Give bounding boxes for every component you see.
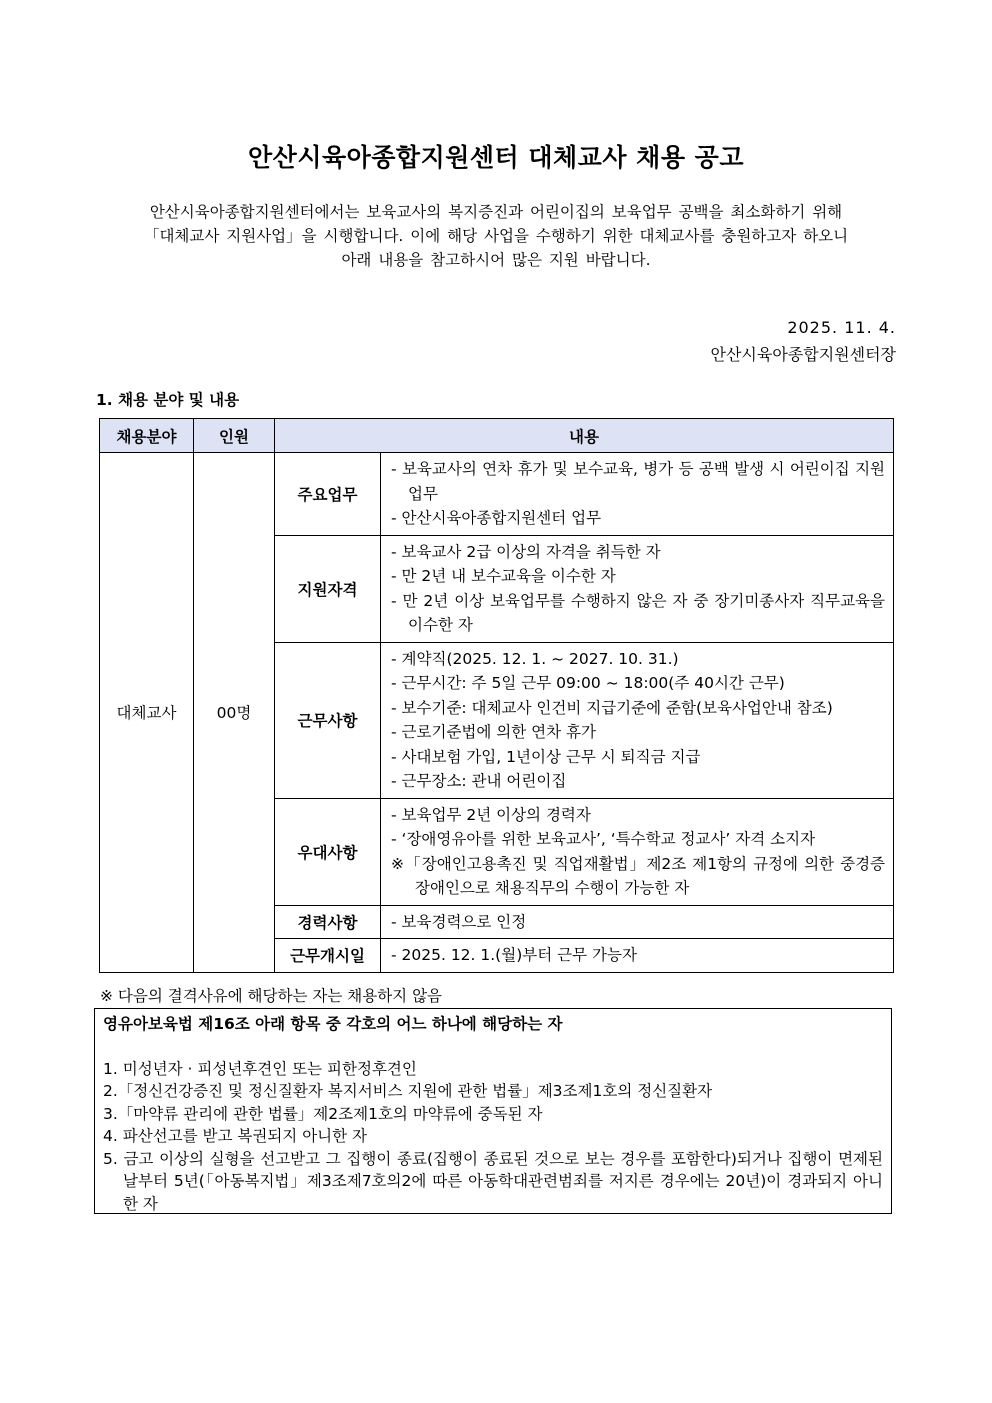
list-item: - 2025. 12. 1.(월)부터 근무 가능자 — [391, 946, 637, 964]
content-cell — [381, 642, 894, 798]
category-cell: 주요업무 — [275, 453, 381, 536]
count-cell: 00명 — [194, 453, 275, 973]
list-item: - 만 2년 내 보수교육을 이수한 자 — [391, 567, 616, 585]
table-header-row — [100, 419, 894, 453]
announcement-date: 2025. 11. 4. — [787, 318, 896, 337]
table-row — [100, 453, 894, 536]
content-cell — [381, 453, 894, 536]
category-cell: 지원자격 — [275, 535, 381, 642]
header-field: 채용분야 — [100, 419, 194, 453]
list-item: 2.「정신건강증진 및 정신질환자 복지서비스 지원에 관한 법률」제3조제1호의 정신질환자 — [103, 1082, 713, 1100]
section-heading: 1. 채용 분야 및 내용 — [96, 391, 240, 409]
list-item: 1. 미성년자 · 피성년후견인 또는 피한정후견인 — [103, 1059, 417, 1078]
list-item: - 근무시간: 주 5일 근무 09:00 ~ 18:00(주 40시간 근무) — [391, 674, 785, 692]
content-cell — [381, 798, 894, 905]
list-item: - 보육교사 2급 이상의 자격을 취득한 자 — [391, 542, 661, 561]
content-cell — [381, 905, 894, 939]
list-item: 5. 금고 이상의 실형을 선고받고 그 집행이 종료(집행이 종료된 것으로 보는 경우를 포함한다)되거나 집행이 면제된 날부터 5년(「아동복지법」제3조제7호의2에 따른 아동학대관련범죄를 저지른 경우에는 20년)이 경과되지 아니한 자 — [103, 1149, 883, 1213]
page-title: 안산시육아종합지원센터 대체교사 채용 공고 — [248, 143, 744, 172]
content-cell — [381, 535, 894, 642]
header-count: 인원 — [194, 419, 275, 453]
list-item: 3.「마약류 관리에 관한 법률」제2조제1호의 마약류에 중독된 자 — [103, 1104, 543, 1123]
intro-line: 안산시육아종합지원센터에서는 보육교사의 복지증진과 어린이집의 보육업무 공백을 최소화하기 위해 — [149, 203, 843, 221]
exclusion-box — [94, 1008, 892, 1214]
header-content: 내용 — [275, 419, 894, 453]
list-item: - 근로기준법에 의한 연차 휴가 — [391, 723, 596, 741]
list-item: - 보육업무 2년 이상의 경력자 — [391, 805, 591, 824]
content-cell — [381, 939, 894, 973]
list-item: - 보수기준: 대체교사 인건비 지급기준에 준함(보육사업안내 참조) — [391, 698, 833, 717]
list-item: - 보육경력으로 인정 — [391, 912, 527, 931]
intro-paragraph — [110, 200, 882, 272]
category-cell: 근무사항 — [275, 642, 381, 798]
exclusion-note: ※ 다음의 결격사유에 해당하는 자는 채용하지 않음 — [100, 987, 443, 1005]
exclusion-heading: 영유아보육법 제16조 아래 항목 중 각호의 어느 하나에 해당하는 자 — [103, 1015, 563, 1033]
list-item: - 근무장소: 관내 어린이집 — [391, 772, 567, 790]
list-item: - 만 2년 이상 보육업무를 수행하지 않은 자 중 장기미종사자 직무교육을 이수한 자 — [391, 591, 886, 634]
list-item: - 사대보험 가입, 1년이상 근무 시 퇴직금 지급 — [391, 747, 701, 766]
intro-line: 「대체교사 지원사업」을 시행합니다. 이에 해당 사업을 수행하기 위한 대체교사를 충원하고자 하오니 — [143, 227, 849, 245]
field-cell: 대체교사 — [100, 453, 194, 973]
list-item: - 안산시육아종합지원센터 업무 — [391, 509, 602, 527]
list-item: 4. 파산선고를 받고 복권되지 아니한 자 — [103, 1127, 368, 1145]
note-item: ※「장애인고용촉진 및 직업재활법」제2조 제1항의 규정에 의한 중경증장애인으로 채용직무의 수행이 가능한 자 — [391, 854, 886, 897]
recruitment-table — [99, 418, 894, 973]
issuer-name: 안산시육아종합지원센터장 — [710, 345, 896, 364]
category-cell: 근무개시일 — [275, 939, 381, 973]
list-item: - 보육교사의 연차 휴가 및 보수교육, 병가 등 공백 발생 시 어린이집 지원 업무 — [391, 460, 886, 503]
intro-line: 아래 내용을 참고하시어 많은 지원 바랍니다. — [341, 251, 651, 269]
list-item: - ‘장애영유아를 위한 보육교사’, ‘특수학교 정교사’ 자격 소지자 — [391, 830, 816, 848]
category-cell: 우대사항 — [275, 798, 381, 905]
list-item: - 계약직(2025. 12. 1. ~ 2027. 10. 31.) — [391, 649, 679, 668]
category-cell: 경력사항 — [275, 905, 381, 939]
